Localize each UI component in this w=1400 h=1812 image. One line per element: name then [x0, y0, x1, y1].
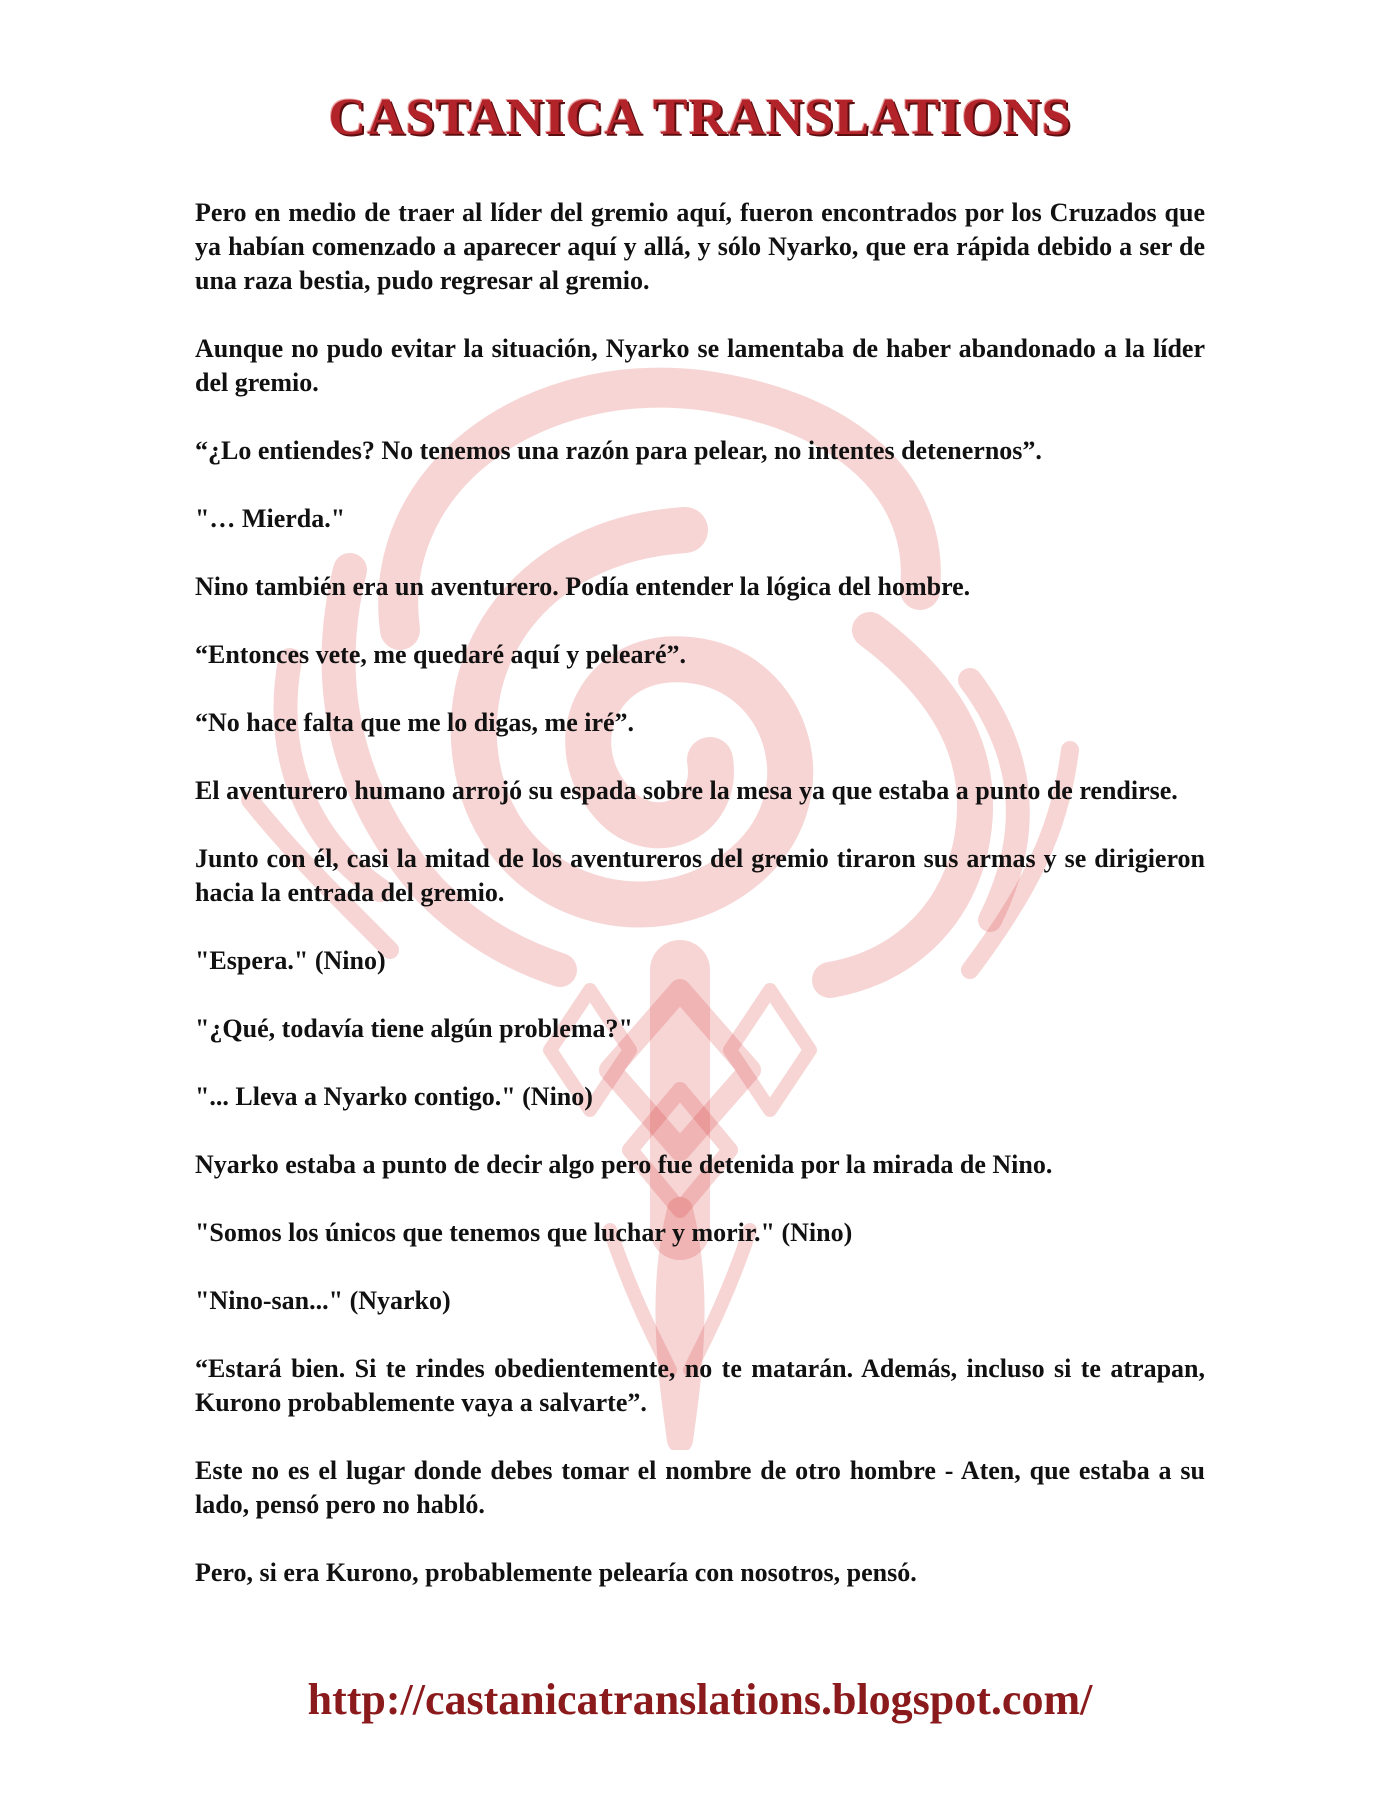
paragraph: "Espera." (Nino): [195, 946, 386, 975]
footer-url-link[interactable]: http://castanicatranslations.blogspot.com/: [307, 1675, 1093, 1724]
paragraph: Aunque no pudo evitar la situación, Nyarko se lamentaba de haber abandonado a la líder del gremio.: [195, 334, 1205, 397]
paragraph: "Somos los únicos que tenemos que luchar y morir." (Nino): [195, 1218, 853, 1247]
paragraph: "¿Qué, todavía tiene algún problema?": [195, 1014, 633, 1043]
paragraph: Pero en medio de traer al líder del gremio aquí, fueron encontrados por los Cruzados que ya habían comenzado a aparecer aquí y allá, y sólo Nyarko, que era rápida debido a ser de una raza bestia, pudo regresar al gremio.: [195, 198, 1205, 295]
paragraph: “¿Lo entiendes? No tenemos una razón para pelear, no intentes detenernos”.: [195, 436, 1042, 465]
paragraph: El aventurero humano arrojó su espada sobre la mesa ya que estaba a punto de rendirse.: [195, 776, 1178, 805]
paragraph: Pero, si era Kurono, probablemente pelearía con nosotros, pensó.: [195, 1558, 917, 1587]
paragraph: “No hace falta que me lo digas, me iré”.: [195, 708, 635, 737]
paragraph: Junto con él, casi la mitad de los aventureros del gremio tiraron sus armas y se dirigieron hacia la entrada del gremio.: [195, 844, 1205, 907]
document-body: [195, 196, 1205, 1624]
paragraph: Nyarko estaba a punto de decir algo pero fue detenida por la mirada de Nino.: [195, 1150, 1053, 1179]
paragraph: “Entonces vete, me quedaré aquí y pelearé”.: [195, 640, 687, 669]
paragraph: “Estará bien. Si te rindes obedientemente, no te matarán. Además, incluso si te atrapan, Kurono probablemente vaya a salvarte”.: [195, 1354, 1205, 1417]
page-header-title: CASTANICA TRANSLATIONS: [328, 89, 1072, 146]
paragraph: "Nino-san..." (Nyarko): [195, 1286, 451, 1315]
paragraph: "… Mierda.": [195, 504, 346, 533]
paragraph: Este no es el lugar donde debes tomar el nombre de otro hombre - Aten, que estaba a su lado, pensó pero no habló.: [195, 1456, 1205, 1519]
paragraph: Nino también era un aventurero. Podía entender la lógica del hombre.: [195, 572, 971, 601]
paragraph: "... Lleva a Nyarko contigo." (Nino): [195, 1082, 593, 1111]
